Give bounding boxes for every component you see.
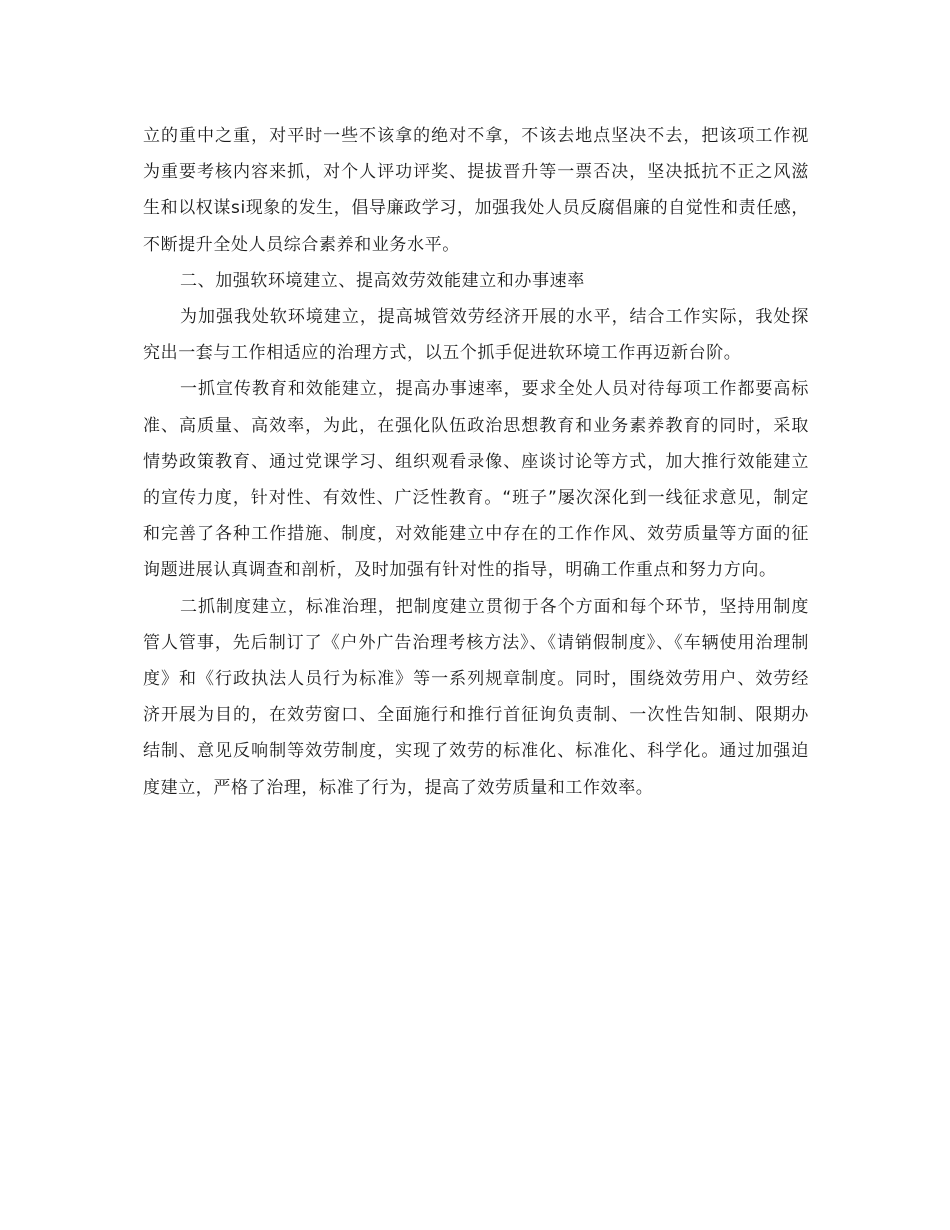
document-body [143, 118, 809, 806]
section-heading-soft-environment: 二、加强软环境建立、提高效劳效能建立和办事速率 [180, 270, 585, 291]
paragraph-soft-environment-intro: 为加强我处软环境建立，提高城管效劳经济开展的水平，结合工作实际，我处探究出一套与工作相适应的治理方式，以五个抓手促进软环境工作再迈新台阶。 [143, 307, 809, 364]
paragraph-first-measure-publicity: 一抓宣传教育和效能建立，提高办事速率，要求全处人员对待每项工作都要高标准、高质量、高效率，为此，在强化队伍政治思想教育和业务素养教育的同时，采取情势政策教育、通过党课学习、组织观看录像、座谈讨论等方式，加大推行效能建立的宣传力度，针对性、有效性、广泛性教育。“班子”屡次深化到一线征求意见，制定和完善了各种工作措施、制度，对效能建立中存在的工作作风、效劳质量等方面的征询题进展认真调查和剖析，及时加强有针对性的指导，明确工作重点和努力方向。 [143, 379, 809, 581]
paragraph-second-measure-rules: 二抓制度建立，标准治理，把制度建立贯彻于各个方面和每个环节，坚持用制度管人管事，先后制订了《户外广告治理考核方法》、《请销假制度》、《车辆使用治理制度》和《行政执法人员行为标准》等一系列规章制度。同时，围绕效劳用户、效劳经济开展为目的，在效劳窗口、全面施行和推行首征询负责制、一次性告知制、限期办结制、意见反响制等效劳制度，实现了效劳的标准化、标准化、科学化。通过加强迫度建立，严格了治理，标准了行为，提高了效劳质量和工作效率。 [143, 596, 809, 798]
paragraph-integrity-continued: 立的重中之重，对平时一些不该拿的绝对不拿，不该去地点坚决不去，把该项工作视为重要考核内容来抓，对个人评功评奖、提拔晋升等一票否决，坚决抵抗不正之风滋生和以权谋si现象的发生，倡导廉政学习，加强我处人员反腐倡廉的自觉性和责任感，不断提升全处人员综合素养和业务水平。 [143, 126, 809, 255]
